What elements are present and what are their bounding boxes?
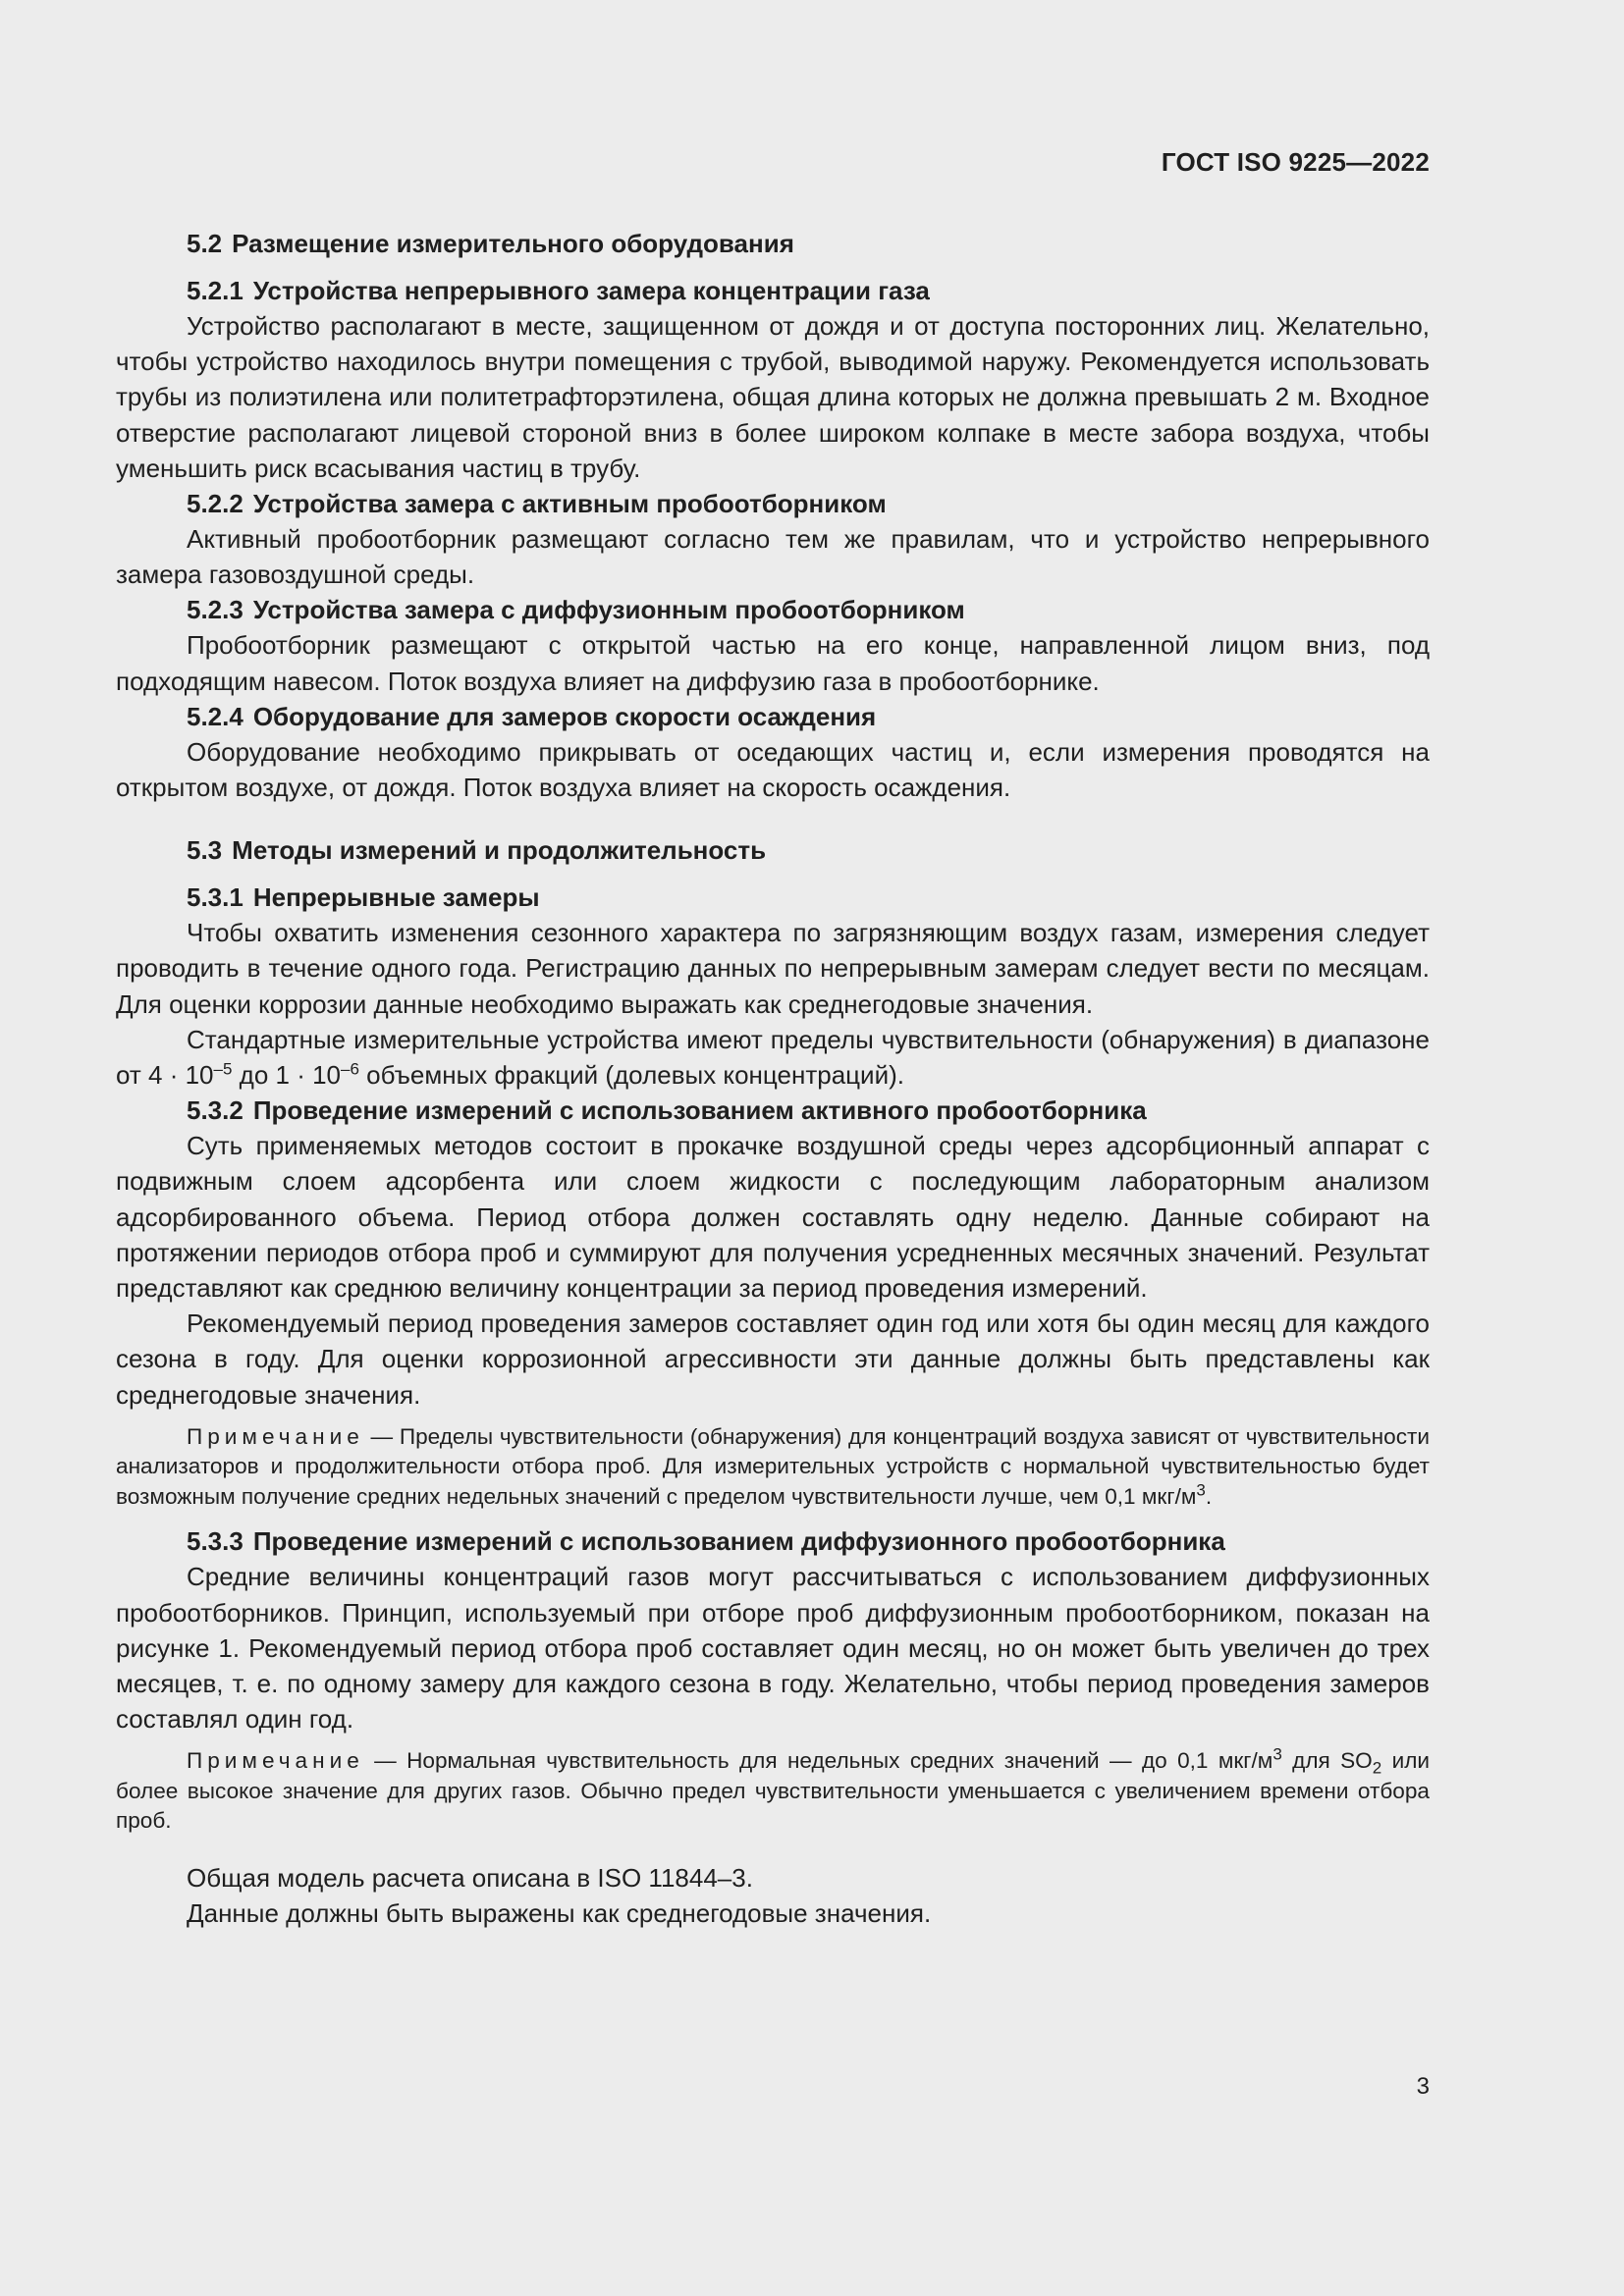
exponent: –6 xyxy=(341,1059,359,1079)
subsection-heading-5-3-3 xyxy=(116,1523,1430,1559)
page-content xyxy=(116,218,1430,1931)
exponent: 3 xyxy=(1272,1744,1282,1764)
paragraph: Общая модель расчета описана в ISO 11844–3. xyxy=(187,1862,753,1893)
section-title: Непрерывные замеры xyxy=(252,882,540,913)
section-number: 5.3 xyxy=(187,835,223,866)
section-number: 5.2.3 xyxy=(187,595,244,625)
paragraph: Пробоотборник размещают с открытой частью на его конце, направленной лицом вниз, под подходящим навесом. Поток воздуха влияет на диффузию газа в пробоотборнике. xyxy=(116,630,1430,696)
subsection-heading-5-2-4 xyxy=(116,699,1430,734)
paragraph: Суть применяемых методов состоит в прокачке воздушной среды через адсорбционный аппарат с подвижным слоем адсорбента или слоем жидкости с последующим лабораторным анализом адсорбированного объема. Период отбора должен составлять одну неделю. Данные собирают на протяжении периодов отбора проб и суммируют для получения усредненных месячных значений. Результат представляют как среднюю величину концентрации за период проведения измерений. xyxy=(116,1131,1430,1304)
section-heading-5-2 xyxy=(116,226,1430,261)
section-title: Устройства замера с активным пробоотборником xyxy=(252,489,887,519)
paragraph: Чтобы охватить изменения сезонного характера по загрязняющим воздух газам, измерения следует проводить в течение одного года. Регистрацию данных по непрерывным замерам следует вести по месяцам. Для оценки коррозии данные необходимо выражать как среднегодовые значения. xyxy=(116,918,1430,1019)
paragraph: Активный пробоотборник размещают согласно тем же правилам, что и устройство непрерывного замера газовоздушной среды. xyxy=(116,524,1430,590)
subsection-heading-5-2-3 xyxy=(116,592,1430,627)
paragraph: Устройство располагают в месте, защищенном от дождя и от доступа посторонних лиц. Желательно, чтобы устройство находилось внутри помещения с трубой, выводимой наружу. Рекомендуется использовать трубы из полиэтилена или политетрафторэтилена, общая длина которых не должна превышать 2 м. Входное отверстие располагают лицевой стороной вниз в более широком колпаке в месте забора воздуха, чтобы уменьшить риск всасывания частиц в трубу. xyxy=(116,311,1430,483)
section-number: 5.2 xyxy=(187,229,223,258)
text-run: объемных фракций (долевых концентраций). xyxy=(358,1060,904,1091)
section-heading-5-3 xyxy=(116,832,1430,868)
section-title: Устройства замера с диффузионным пробоотборником xyxy=(252,595,965,625)
section-number: 5.3.3 xyxy=(187,1526,244,1557)
section-number: 5.2.4 xyxy=(187,701,244,731)
note-label: Примечание xyxy=(187,1748,364,1774)
note-5-3-2 xyxy=(116,1422,1430,1513)
subsection-heading-5-3-1 xyxy=(116,880,1430,915)
section-title: Методы измерений и продолжительность xyxy=(232,835,767,866)
subscript: 2 xyxy=(1372,1758,1382,1778)
note-label: Примечание xyxy=(187,1423,364,1449)
section-number: 5.2.1 xyxy=(187,276,244,305)
page-number: 3 xyxy=(1416,2073,1430,2100)
note-5-3-3 xyxy=(116,1746,1430,1837)
paragraph: Средние величины концентраций газов могут рассчитываться с использованием диффузионных пробоотборников. Принцип, используемый при отборе проб диффузионным пробоотборником, показан на рисунке 1. Рекомендуемый период отбора проб составляет один месяц, но он может быть увеличен до трех месяцев, т. е. по одному замеру для каждого сезона в году. Желательно, чтобы период проведения замеров составлял один год. xyxy=(116,1562,1430,1735)
section-number: 5.3.1 xyxy=(187,882,244,913)
subsection-heading-5-3-2 xyxy=(116,1093,1430,1128)
subsection-heading-5-2-1 xyxy=(116,273,1430,308)
section-number: 5.2.2 xyxy=(187,489,244,519)
text-run: — Нормальная чувствительность для недельных средних значений — до 0,1 мкг/м xyxy=(363,1748,1273,1774)
section-title: Проведение измерений с использованием диффузионного пробоотборника xyxy=(252,1526,1225,1557)
paragraph: Данные должны быть выражены как среднегодовые значения. xyxy=(187,1898,932,1929)
text-run: до 1 · 10 xyxy=(232,1060,342,1091)
exponent: 3 xyxy=(1196,1480,1206,1500)
section-title: Устройства непрерывного замера концентрации газа xyxy=(252,276,930,305)
text-run: — Пределы чувствительности (обнаружения) для концентраций воздуха зависят от чувствительности анализаторов и продолжительности отбора проб. Для измерительных устройств с нормальной чувствительностью будет возможным получение средних недельных значений с пределом чувствительности лучше, чем 0,1 мкг/м xyxy=(116,1423,1430,1509)
section-title: Оборудование для замеров скорости осаждения xyxy=(252,701,877,731)
text-run: . xyxy=(1205,1483,1213,1509)
section-title: Проведение измерений с использованием активного пробоотборника xyxy=(252,1095,1147,1126)
paragraph: Оборудование необходимо прикрывать от оседающих частиц и, если измерения проводятся на открытом воздухе, от дождя. Поток воздуха влияет на скорость осаждения. xyxy=(116,736,1430,803)
text-run: Стандартные измерительные устройства имеют пределы чувствительности (обнаружения) в диапазоне от 4 · 10 xyxy=(116,1024,1430,1091)
section-title: Размещение измерительного оборудования xyxy=(232,229,794,258)
paragraph: Рекомендуемый период проведения замеров составляет один год или хотя бы один месяц для каждого сезона в году. Для оценки коррозионной агрессивности эти данные должны быть представлены как среднегодовые значения. xyxy=(116,1308,1430,1410)
paragraph-detection-limits xyxy=(116,1022,1430,1093)
text-run: для SO xyxy=(1281,1748,1373,1774)
subsection-heading-5-2-2 xyxy=(116,486,1430,521)
section-number: 5.3.2 xyxy=(187,1095,244,1126)
exponent: –5 xyxy=(213,1059,233,1079)
text-run: или более высокое значение для других газов. Обычно предел чувствительности уменьшается с увеличением времени отбора проб. xyxy=(116,1748,1431,1834)
document-code-header: ГОСТ ISO 9225—2022 xyxy=(1161,147,1430,177)
